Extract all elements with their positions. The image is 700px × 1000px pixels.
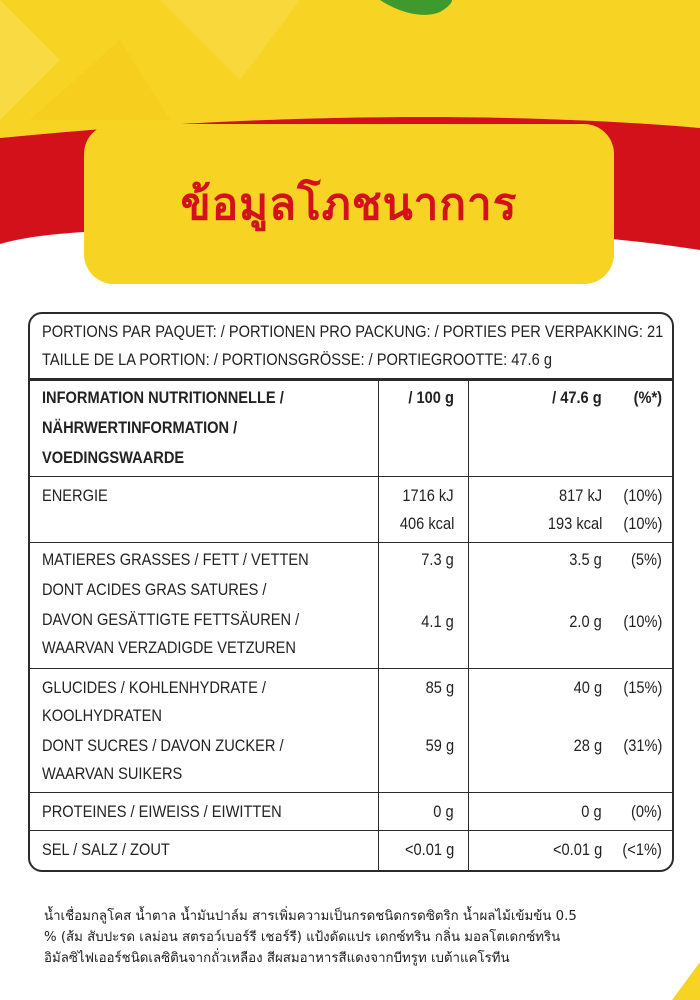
ingredients-line: น้ำเชื่อมกลูโคส น้ำตาล น้ำมันปาล์ม สารเพิ่มความเป็นกรดชนิดกรดซิตริก น้ำผลไม้เข้มข้น 0.5 bbox=[44, 909, 577, 924]
energy-per100-kj: 1716 kJ bbox=[402, 486, 454, 505]
protein-label: PROTEINES / EIWEISS / EIWITTEN bbox=[42, 802, 282, 821]
page-title: ข้อมูลโภชนาการ bbox=[180, 179, 518, 230]
serving-size: TAILLE DE LA PORTION: / PORTIONSGRÖSSE: / PORTIEGROOTTE: 47.6 g bbox=[42, 350, 552, 369]
sugar-per100: 59 g bbox=[425, 736, 454, 755]
portions-per-pack: PORTIONS PAR PAQUET: / PORTIONEN PRO PACKUNG: / PORTIES PER VERPAKKING: 21 bbox=[42, 322, 664, 341]
carbs-pct: (15%) bbox=[622, 678, 662, 697]
ingredients-line: อิมัลซิไฟเออร์ชนิดเลซิตินจากถั่วเหลือง สีผสมอาหารสีแดงจากบีทรูท เบต้าแคโรทีน bbox=[44, 951, 510, 966]
protein-pct: (0%) bbox=[631, 802, 662, 821]
divider bbox=[30, 542, 672, 543]
fat-per100: 7.3 g bbox=[421, 550, 454, 569]
sat-fat-label-line: DAVON GESÄTTIGTE FETTSÄUREN / bbox=[42, 610, 300, 629]
divider bbox=[30, 668, 672, 669]
column-divider bbox=[378, 380, 379, 872]
header-per100: / 100 g bbox=[408, 388, 454, 407]
carbs-label-line: GLUCIDES / KOHLENHYDRATE / bbox=[42, 678, 266, 697]
carbs-per100: 85 g bbox=[425, 678, 454, 697]
header-label-line: NÄHRWERTINFORMATION / bbox=[42, 418, 238, 437]
energy-portion-kj: 817 kJ bbox=[558, 486, 602, 505]
carbs-portion: 40 g bbox=[573, 678, 602, 697]
column-divider bbox=[468, 380, 469, 872]
protein-per100: 0 g bbox=[433, 802, 454, 821]
energy-portion-kcal: 193 kcal bbox=[547, 514, 602, 533]
sat-fat-label-line: DONT ACIDES GRAS SATURES / bbox=[42, 580, 267, 599]
sat-fat-pct: (10%) bbox=[622, 612, 662, 631]
sugar-label-line: DONT SUCRES / DAVON ZUCKER / bbox=[42, 736, 284, 755]
protein-portion: 0 g bbox=[581, 802, 602, 821]
sugar-pct: (31%) bbox=[622, 736, 662, 755]
salt-pct: (<1%) bbox=[622, 840, 662, 859]
salt-per100: <0.01 g bbox=[404, 840, 454, 859]
ingredients-text bbox=[44, 906, 664, 969]
sugar-portion: 28 g bbox=[573, 736, 602, 755]
divider bbox=[30, 792, 672, 793]
sat-fat-label-line: WAARVAN VERZADIGDE VETZUREN bbox=[42, 638, 296, 657]
salt-portion: <0.01 g bbox=[552, 840, 602, 859]
divider bbox=[30, 830, 672, 831]
fat-pct: (5%) bbox=[631, 550, 662, 569]
header-label-line: VOEDINGSWAARDE bbox=[42, 448, 185, 467]
sugar-label-line: WAARVAN SUIKERS bbox=[42, 764, 183, 783]
header-per-portion: / 47.6 g bbox=[552, 388, 602, 407]
ingredients-line: % (ส้ม สับปะรด เลม่อน สตรอว์เบอร์รี เชอร์รี) แป้งดัดแปร เดกซ์ทริน กลิ่น มอลโตเดกซ์ทริน bbox=[44, 930, 561, 945]
header-percent: (%*) bbox=[633, 388, 662, 407]
divider bbox=[30, 378, 672, 381]
salt-label: SEL / SALZ / ZOUT bbox=[42, 840, 170, 859]
fat-portion: 3.5 g bbox=[569, 550, 602, 569]
energy-per100-kcal: 406 kcal bbox=[399, 514, 454, 533]
fat-label: MATIERES GRASSES / FETT / VETTEN bbox=[42, 550, 309, 569]
energy-label: ENERGIE bbox=[42, 486, 108, 505]
energy-pct-kcal: (10%) bbox=[622, 514, 662, 533]
divider bbox=[30, 476, 672, 477]
title-banner bbox=[84, 124, 614, 284]
carbs-label-line: KOOLHYDRATEN bbox=[42, 706, 162, 725]
header-label-line: INFORMATION NUTRITIONNELLE / bbox=[42, 388, 284, 407]
sat-fat-per100: 4.1 g bbox=[421, 612, 454, 631]
sat-fat-portion: 2.0 g bbox=[569, 612, 602, 631]
energy-pct-kj: (10%) bbox=[622, 486, 662, 505]
yellow-corner bbox=[672, 962, 700, 1000]
nutrition-table bbox=[28, 312, 674, 872]
